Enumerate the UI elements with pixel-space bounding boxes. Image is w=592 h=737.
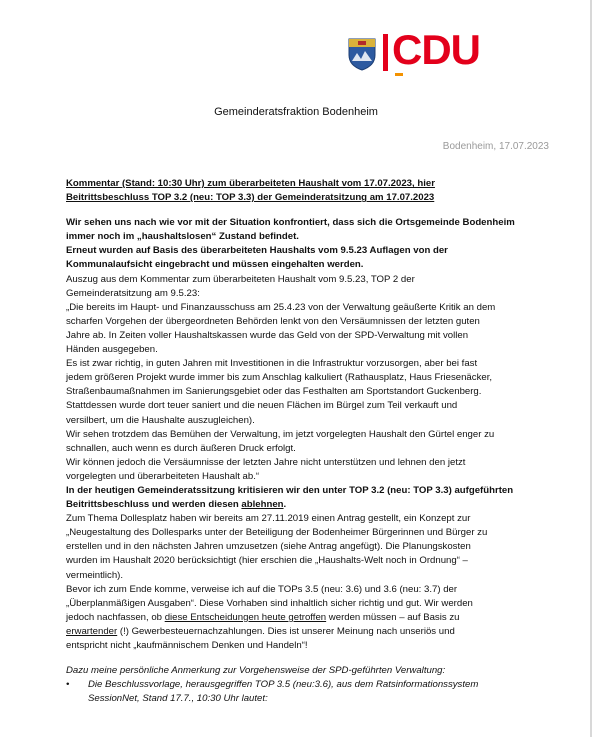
logo-accent xyxy=(395,73,403,76)
dollesplatz-line: Zum Thema Dollesplatz haben wir bereits am 27.11.2019 einen Antrag gestellt, ein Konzept zur xyxy=(66,513,471,525)
quote-line: Wir sehen trotzdem das Bemühen der Verwaltung, im jetzt vorgelegten Haushalt den Gürtel enger zu xyxy=(66,428,495,440)
criticism-line: In der heutigen Gemeinderatssitzung kritisieren wir den unter TOP 3.2 (neu: TOP 3.3) aufgeführten xyxy=(66,484,514,496)
quote-line: Händen ausgegeben. xyxy=(66,344,158,356)
quote-line: „Die bereits im Haupt- und Finanzausschuss am 25.4.23 von der Verwaltung geäußerte Kritik an dem xyxy=(66,301,496,313)
quote-line: Gemeinderatsitzung am 9.5.23: xyxy=(66,287,200,299)
criticism-text: . xyxy=(283,499,287,511)
quote-line: versilbert, um die Haushalte auszugleichen). xyxy=(66,414,255,426)
intro-line: Wir sehen uns nach wie vor mit der Situation konfrontiert, dass sich die Ortsgemeinde Bodenheim xyxy=(66,217,515,229)
closing-line: entspricht nicht „kaufmännischem Denken und Handeln“! xyxy=(66,640,308,651)
closing-line: Bevor ich zum Ende komme, verweise ich auf die TOPs 3.5 (neu: 3.6) und 3.6 (neu: 3.7) der xyxy=(66,583,458,595)
criticism-emphasis: ablehnen xyxy=(241,499,284,511)
organization-name: Gemeinderatsfraktion Bodenheim xyxy=(214,106,378,118)
document-body xyxy=(66,177,536,706)
intro-line: immer noch im „haushaltslosen“ Zustand befindet. xyxy=(66,231,299,243)
closing-text: werden müssen – auf Basis zu xyxy=(326,611,460,623)
dollesplatz-line: erstellen und in den nächsten Jahren umzusetzen (siehe Antrag angefügt). Die Planungskosten xyxy=(66,541,471,553)
criticism-text: Beitrittsbeschluss und werden diesen xyxy=(66,499,242,511)
logo-bar xyxy=(383,34,388,71)
bullet-line: SessionNet, Stand 17.7., 10:30 Uhr lautet: xyxy=(88,693,268,705)
quote-line: schnallen, auch wenn es durch äußeren Druck erfolgt. xyxy=(66,442,296,454)
quote-line: Wir können jedoch die Versäumnisse der letzten Jahre nicht unterstützen und lehnen den jetzt xyxy=(66,456,466,468)
quote-line: jedem größeren Projekt wurde immer bis zum Anschlag kalkuliert (Rathausplatz, Haus Friesenäcker, xyxy=(66,372,493,384)
quote-line: vorgelegten und überarbeiteten Haushalt ab.“ xyxy=(66,470,260,482)
criticism-line xyxy=(66,498,536,512)
personal-note-heading: Dazu meine persönliche Anmerkung zur Vorgehensweise der SPD-geführten Verwaltung: xyxy=(66,665,446,677)
coat-of-arms-icon xyxy=(348,37,376,71)
document-date: Bodenheim, 17.07.2023 xyxy=(442,141,549,152)
bullet-line: Die Beschlussvorlage, herausgegriffen TOP 3.5 (neu:3.6), aus dem Ratsinformationssystem xyxy=(88,679,479,691)
closing-emphasis: diese Entscheidungen heute getroffen xyxy=(164,611,327,623)
intro-line: Erneut wurden auf Basis des überarbeiteten Haushalts vom 9.5.23 Auflagen von der xyxy=(66,245,448,257)
quote-line: Straßenbaumaßnahmen im Sanierungsgebiet oder das Festhalten am Sportstandort Guckenberg. xyxy=(66,386,482,398)
dollesplatz-line: wurden im Haushalt 2020 berücksichtigt (hier erschien die „Haushalts-Welt noch in Ordnung“ – xyxy=(66,555,468,567)
intro-line: Kommunalaufsicht eingebracht und müssen eingehalten werden. xyxy=(66,259,364,271)
closing-line xyxy=(66,625,536,639)
cdu-logo: CDU xyxy=(392,26,480,73)
dollesplatz-line: vermeintlich). xyxy=(66,569,124,581)
quote-line: Auszug aus dem Kommentar zum überarbeiteten Haushalt vom 9.5.23, TOP 2 der xyxy=(66,273,415,285)
closing-text: (!) Gewerbesteuernachzahlungen. Dies ist unserer Meinung nach unseriös und xyxy=(117,625,455,637)
title-line: Kommentar (Stand: 10:30 Uhr) zum überarbeiteten Haushalt vom 17.07.2023, hier xyxy=(66,178,435,189)
closing-text: jedoch nachfassen, ob xyxy=(66,611,165,623)
dollesplatz-line: „Neugestaltung des Dollesparks unter der Beteiligung der Bodenheimer Bürgerinnen und Bürger zu xyxy=(66,527,488,539)
quote-line: scharfen Vorgehen der übergeordneten Behörden lenkt von den Versäumnissen der letzten guten xyxy=(66,315,480,327)
closing-line xyxy=(66,611,536,625)
title-line: Beitrittsbeschluss TOP 3.2 (neu: TOP 3.3) der Gemeinderatsitzung am 17.07.2023 xyxy=(66,192,435,204)
bullet-item xyxy=(66,678,536,706)
quote-line: Stattdessen wurde dort teuer saniert und die neuen Flächen im Bürgel zum Teil verkauft und xyxy=(66,400,458,412)
quote-line: Es ist zwar richtig, in guten Jahren mit Investitionen in die Infrastruktur vorzusorgen, aber bei fast xyxy=(66,358,478,370)
closing-line: „Überplanmäßigen Ausgaben“. Diese Vorhaben sind inhaltlich sicher richtig und gut. Wir werden xyxy=(66,597,473,609)
closing-emphasis: erwartender xyxy=(66,625,118,637)
bullet-icon: • xyxy=(66,679,70,691)
quote-line: Jahre ab. In Zeiten voller Haushaltskassen wurde das Geld von der SPD-Verwaltung mit vollen xyxy=(66,329,469,341)
